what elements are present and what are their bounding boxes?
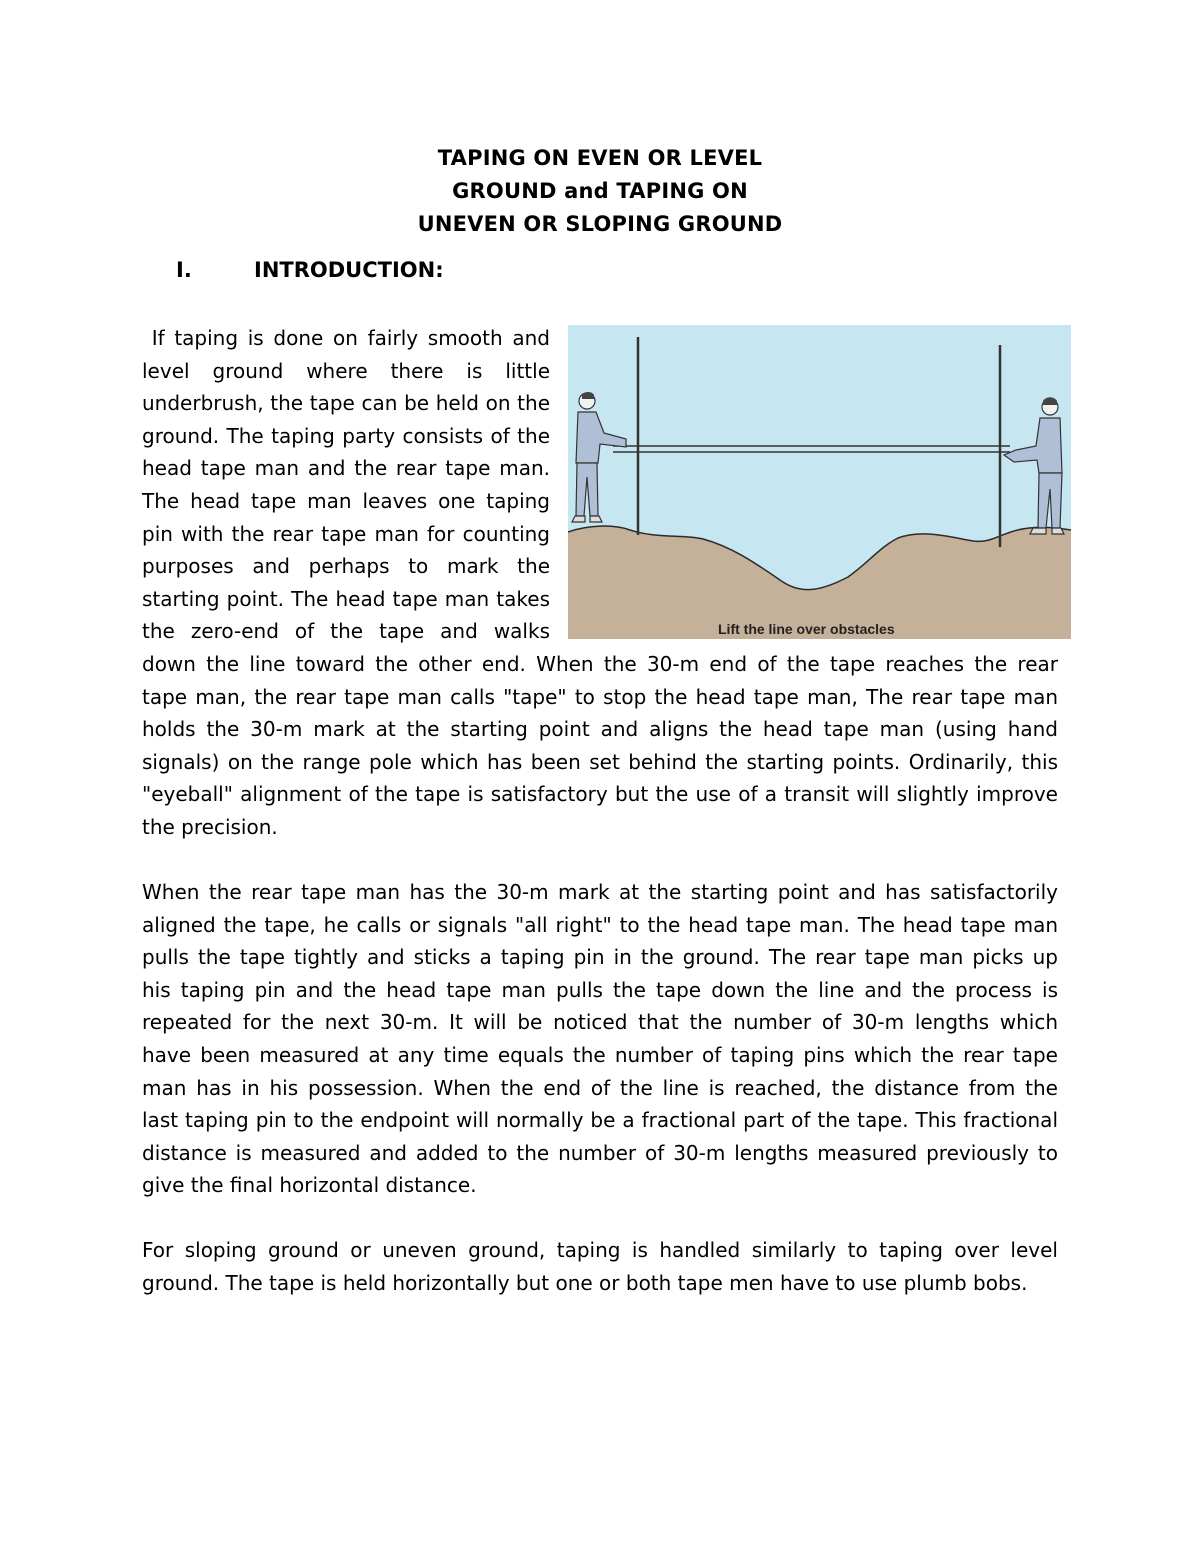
text-line: ground. The tape is held horizontally but one or both tape men have to use plumb bobs. (142, 1270, 1028, 1295)
taping-illustration (568, 325, 1071, 639)
section-heading: INTRODUCTION: (254, 258, 444, 282)
text-line: purposes and perhaps to mark the (142, 554, 550, 579)
text-line: pin with the rear tape man for counting (142, 521, 550, 546)
text-line: head tape man and the rear tape man. (142, 456, 550, 481)
text-line: If taping is done on fairly smooth and (142, 326, 550, 350)
text-line: give the final horizontal distance. (142, 1173, 477, 1198)
text-line: underbrush, the tape can be held on the (142, 391, 550, 416)
text-line: "eyeball" alignment of the tape is satisfactory but the use of a transit will slightly improve (142, 782, 1058, 807)
text-line: man has in his possession. When the end of the line is reached, the distance from the (142, 1075, 1058, 1100)
text-line: When the rear tape man has the 30-m mark at the starting point and has satisfactorily (142, 880, 1058, 904)
text-line: signals) on the range pole which has been set behind the starting points. Ordinarily, this (142, 749, 1058, 774)
paragraph-1-narrow (142, 322, 550, 648)
text-line: level ground where there is little (142, 358, 550, 383)
text-line: For sloping ground or uneven ground, taping is handled similarly to taping over level (142, 1238, 1058, 1262)
text-line: aligned the tape, he calls or signals "all right" to the head tape man. The head tape man (142, 912, 1058, 937)
document-title-line-1: TAPING ON EVEN OR LEVEL (437, 146, 763, 170)
text-line: last taping pin to the endpoint will normally be a fractional part of the tape. This fractional (142, 1108, 1058, 1133)
text-line: ground. The taping party consists of the (142, 423, 550, 448)
document-title-line-3: UNEVEN OR SLOPING GROUND (417, 212, 783, 236)
paragraph-2 (142, 876, 1058, 1202)
paragraph-3 (142, 1234, 1058, 1299)
text-line: his taping pin and the head tape man pulls the tape down the line and the process is (142, 977, 1058, 1002)
section-number: I. (176, 258, 192, 282)
document-title-line-2: GROUND and TAPING ON (452, 179, 748, 203)
text-line: starting point. The head tape man takes (142, 586, 550, 611)
paragraph-1-wide (142, 648, 1058, 844)
text-line: tape man, the rear tape man calls "tape" to stop the head tape man, The rear tape man (142, 684, 1058, 709)
text-line: the precision. (142, 814, 278, 839)
text-line: repeated for the next 30-m. It will be noticed that the number of 30-m lengths which (142, 1010, 1058, 1035)
text-line: holds the 30-m mark at the starting point and aligns the head tape man (using hand (142, 717, 1058, 742)
text-line: have been measured at any time equals the number of taping pins which the rear tape (142, 1042, 1058, 1067)
text-line: distance is measured and added to the number of 30-m lengths measured previously to (142, 1140, 1058, 1165)
text-line: the zero-end of the tape and walks (142, 619, 550, 644)
text-line: The head tape man leaves one taping (142, 488, 550, 513)
text-line: down the line toward the other end. When the 30-m end of the tape reaches the rear (142, 652, 1058, 676)
text-line: pulls the tape tightly and sticks a taping pin in the ground. The rear tape man picks up (142, 945, 1058, 970)
figure-caption: Lift the line over obstacles (718, 621, 895, 637)
